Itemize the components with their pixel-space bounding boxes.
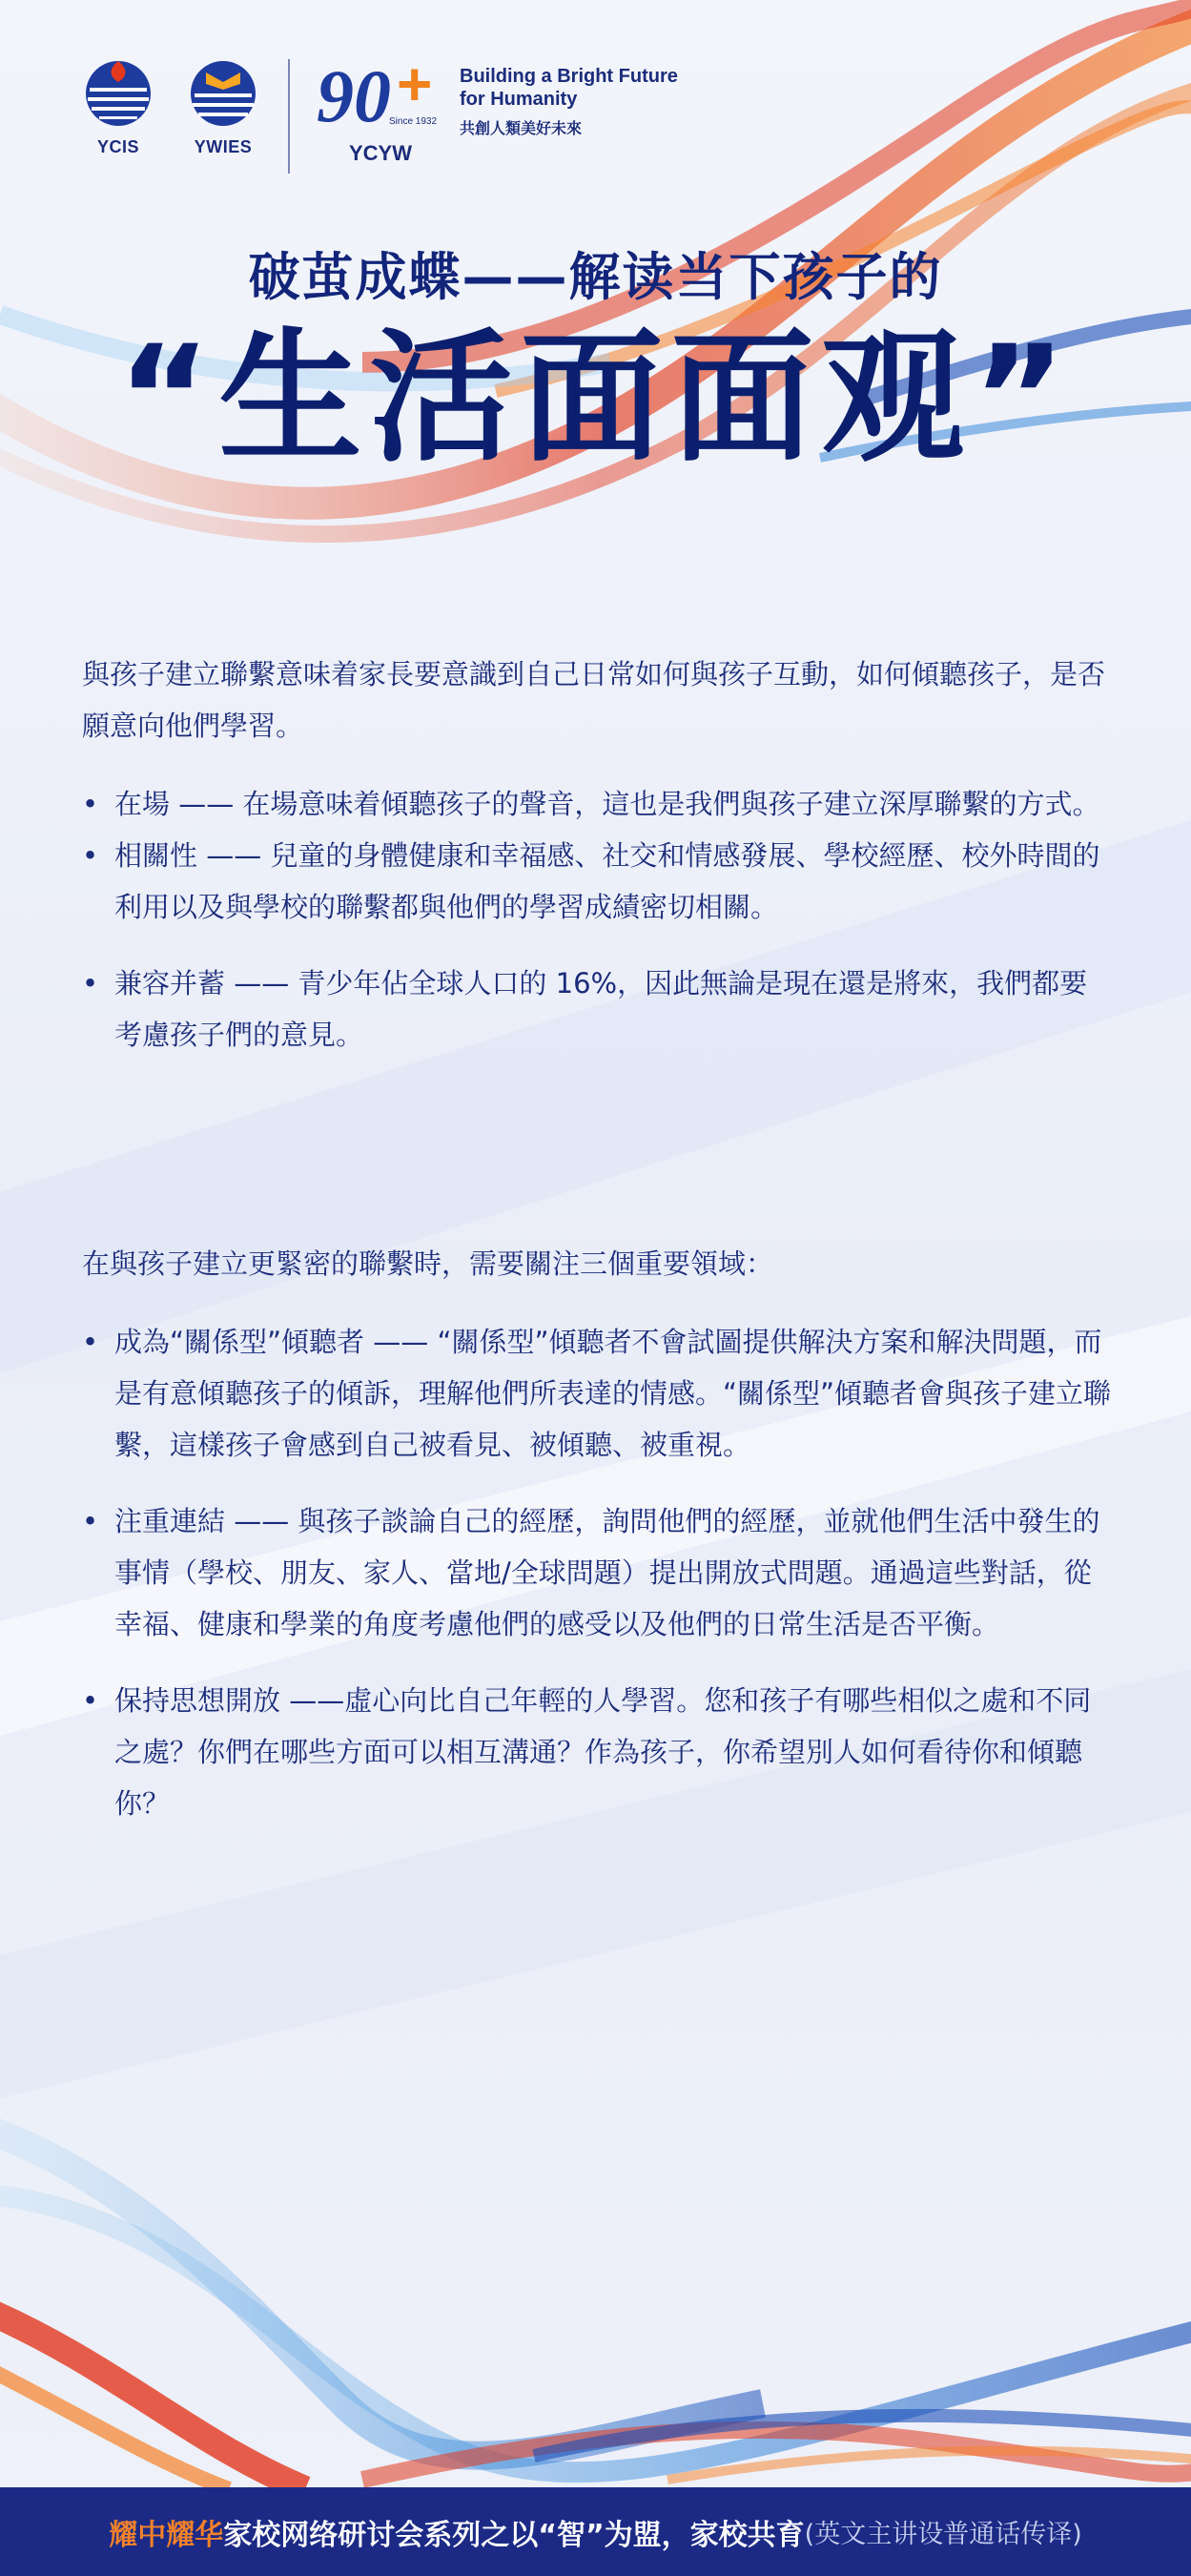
section-connection: [82, 649, 1112, 1061]
footer-banner: [0, 2487, 1191, 2576]
ywies-label: YWIES: [194, 137, 253, 156]
list-item: • 成為“關係型”傾聽者 —— “關係型”傾聽者不會試圖提供解決方案和解決問題，而是有意傾聽孩子的傾訴，理解他們所表達的情感。“關係型”傾聽者會與孩子建立聯繫，這樣孩子會感到自己被看見、被傾聽、被重視。: [82, 1316, 1112, 1471]
ycis-label: YCIS: [96, 137, 139, 156]
section-three-areas: [82, 1238, 1112, 1829]
tagline: [460, 65, 678, 138]
footer-brand: 耀中耀华: [109, 2518, 224, 2552]
ywies-globe-icon: [189, 59, 257, 128]
logo-divider: [288, 59, 290, 174]
tagline-en-2: for Humanity: [460, 89, 578, 110]
footer-note: (英文主讲设普通话传译): [804, 2520, 1082, 2549]
bullet-list: [82, 778, 1112, 1061]
headline-subtitle: 破茧成蝶——解读当下孩子的: [248, 247, 943, 307]
tagline-zh: 共創人類美好未來: [460, 121, 583, 137]
list-item: • 保持思想開放 ——虛心向比自己年輕的人學習。您和孩子有哪些相似之處和不同之處？你們在哪些方面可以相互溝通？作為孩子，你希望別人如何看待你和傾聽你？: [82, 1675, 1112, 1829]
section-intro: 在與孩子建立更緊密的聯繫時，需要關注三個重要領域：: [82, 1247, 774, 1280]
ycis-globe-icon: [84, 59, 153, 128]
ywies-logo: [189, 59, 257, 157]
ycyw-since: Since 1932: [389, 116, 438, 127]
ycyw-label: YCYW: [349, 141, 412, 165]
logo-bar: [84, 50, 678, 174]
ycis-logo: [84, 59, 153, 157]
ycyw-logo: [317, 50, 450, 172]
list-item: • 注重連結 —— 與孩子談論自己的經歷，詢問他們的經歷，並就他們生活中發生的事情（學校、朋友、家人、當地/全球問題）提出開放式問題。通過這些對話，從幸福、健康和學業的角度考慮他們的感受以及他們的日常生活是否平衡。: [82, 1495, 1112, 1650]
ycyw-plus-mark: +: [397, 50, 433, 118]
section-intro: 與孩子建立聯繫意味着家長要意識到自己日常如何與孩子互動，如何傾聽孩子，是否願意向他們學習。: [82, 658, 1106, 742]
list-item: • 兼容并蓄 —— 青少年佔全球人口的 16%，因此無論是現在還是將來，我們都要考慮孩子們的意見。: [82, 958, 1112, 1061]
tagline-en-1: Building a Bright Future: [460, 66, 678, 87]
bullet-list: [82, 1316, 1112, 1829]
list-item: • 相關性 —— 兒童的身體健康和幸福感、社交和情感發展、學校經歷、校外時間的利用以及與學校的聯繫都與他們的學習成績密切相關。: [82, 830, 1112, 933]
footer-series-title: 家校网络研讨会系列之以“智”为盟，家校共育: [223, 2518, 805, 2552]
ycyw-90-mark: 90: [317, 54, 391, 137]
list-item: • 在場 —— 在場意味着傾聽孩子的聲音，這也是我們與孩子建立深厚聯繫的方式。: [82, 778, 1112, 830]
headline-title: “生活面面观”: [116, 316, 1075, 482]
